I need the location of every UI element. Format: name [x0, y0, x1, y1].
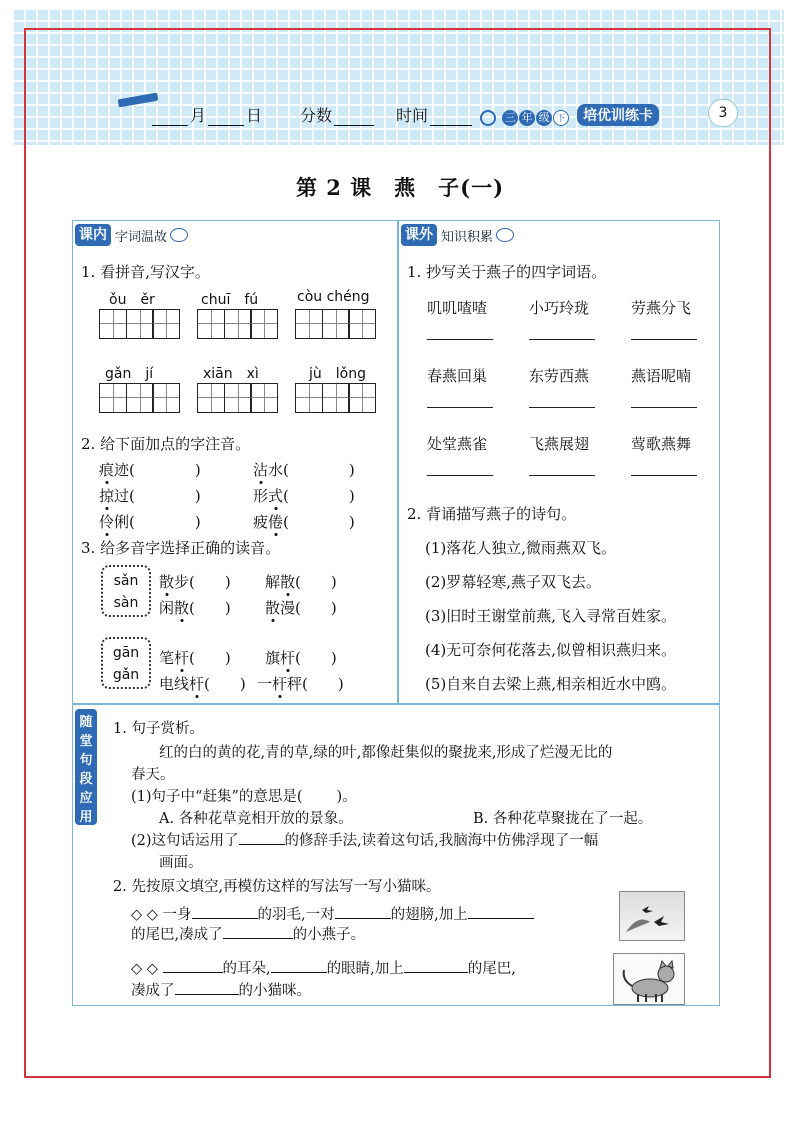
annotate-item[interactable]: 痕迹( ) — [99, 461, 201, 479]
word-cell: 莺歌燕舞 — [631, 435, 692, 453]
poem-line: (1)落花人独立,微雨燕双飞。 — [425, 539, 617, 557]
day-blank[interactable] — [208, 108, 244, 126]
answer-blank[interactable] — [303, 785, 337, 801]
word-cell: 东劳西燕 — [529, 367, 590, 385]
time-label: 时间 — [396, 106, 429, 125]
word-cell: 春燕回巢 — [427, 367, 488, 385]
write-box[interactable] — [99, 383, 127, 413]
answer-blank[interactable] — [271, 957, 327, 973]
bottom-q1: 1. 句子赏析。 — [113, 721, 204, 737]
day-label: 日 — [246, 106, 263, 125]
answer-blank[interactable] — [468, 903, 534, 919]
swallow-image — [619, 891, 685, 941]
fill-sentence-2: ◇ ◇ 的耳朵, 的眼睛,加上 的尾巴, — [131, 957, 516, 978]
annotate-item[interactable]: 疲倦( ) — [253, 513, 355, 531]
write-box[interactable] — [250, 383, 278, 413]
pinyin-group: jù lǒng — [295, 363, 375, 413]
grade-badge: 三 年 级 下 — [502, 110, 569, 126]
sub-question-2-end: 画面。 — [159, 855, 203, 871]
poem-line: (5)自来自去梁上燕,相亲相近水中鸥。 — [425, 675, 677, 693]
sub-question-2: (2)这句话运用了 的修辞手法,读着这句话,我脑海中仿佛浮现了一幅 — [131, 829, 598, 850]
header-info-line — [118, 102, 718, 126]
bottom-q2: 2. 先按原文填空,再模仿这样的写法写一写小猫咪。 — [113, 879, 441, 895]
option-b[interactable]: B. 各种花草聚拢在了一起。 — [473, 811, 653, 827]
write-box[interactable] — [295, 383, 323, 413]
pinyin-group: ǒu ěr — [99, 289, 179, 339]
annotate-item[interactable]: 沾水( ) — [253, 461, 355, 479]
write-box[interactable] — [348, 309, 376, 339]
word-cell: 飞燕展翅 — [529, 435, 590, 453]
polyphone-item[interactable]: 解散( ) — [265, 573, 337, 591]
annotate-item[interactable]: 形式( ) — [253, 487, 355, 505]
left-panel — [72, 220, 398, 704]
annotate-item[interactable]: 掠过( ) — [99, 487, 201, 505]
write-box[interactable] — [152, 309, 180, 339]
answer-blank[interactable] — [223, 923, 293, 939]
sub-question-1: (1)句子中“赶集”的意思是( )。 — [131, 785, 357, 806]
annotate-item[interactable]: 伶俐( ) — [99, 513, 201, 531]
right-panel — [398, 220, 720, 704]
reading-options-2: gān gǎn — [101, 637, 151, 689]
copy-line[interactable] — [631, 475, 697, 476]
polyphone-item[interactable]: 一杆秤( ) — [257, 675, 344, 693]
time-blank[interactable] — [430, 108, 472, 126]
write-box[interactable] — [197, 383, 225, 413]
pinyin-group: xiān xì — [197, 363, 277, 413]
answer-blank[interactable] — [175, 979, 239, 995]
copy-line[interactable] — [427, 339, 493, 340]
right-panel-tag: 课外 知识积累 — [401, 223, 514, 247]
answer-blank[interactable] — [239, 829, 285, 845]
left-q1: 1. 看拼音,写汉字。 — [81, 263, 210, 281]
pinyin-group: gǎn jí — [99, 363, 179, 413]
word-cell: 燕语呢喃 — [631, 367, 692, 385]
left-q2: 2. 给下面加点的字注音。 — [81, 435, 251, 453]
polyphone-item[interactable]: 散漫( ) — [265, 599, 337, 617]
fill-sentence-1: ◇ ◇ 一身 的羽毛,一对 的翅膀,加上 — [131, 903, 534, 924]
write-box[interactable] — [224, 309, 252, 339]
polyphone-item[interactable]: 旗杆( ) — [265, 649, 337, 667]
write-box[interactable] — [250, 309, 278, 339]
clock-icon — [480, 110, 496, 126]
polyphone-item[interactable]: 散步( ) — [159, 573, 231, 591]
left-panel-tag: 课内 字词温故 — [75, 223, 188, 247]
bubble-icon — [496, 228, 514, 242]
poem-line: (2)罗幕轻寒,燕子双飞去。 — [425, 573, 602, 591]
cat-image — [613, 953, 685, 1005]
answer-blank[interactable] — [163, 957, 223, 973]
write-box[interactable] — [322, 309, 350, 339]
poem-line: (4)无可奈何花落去,似曾相识燕归来。 — [425, 641, 677, 659]
copy-line[interactable] — [631, 407, 697, 408]
passage-line: 春天。 — [131, 767, 175, 783]
copy-line[interactable] — [631, 339, 697, 340]
answer-blank[interactable] — [335, 903, 391, 919]
copy-line[interactable] — [529, 339, 595, 340]
write-box[interactable] — [126, 383, 154, 413]
poem-line: (3)旧时王谢堂前燕,飞入寻常百姓家。 — [425, 607, 677, 625]
word-cell: 劳燕分飞 — [631, 299, 692, 317]
pinyin-group: còu chéng — [295, 289, 375, 339]
bottom-panel-tag: 随 堂 句 段 应 用 — [75, 709, 97, 825]
bottom-panel — [72, 704, 720, 1006]
write-box[interactable] — [348, 383, 376, 413]
bubble-icon — [170, 228, 188, 242]
word-cell: 处堂燕雀 — [427, 435, 488, 453]
right-q1: 1. 抄写关于燕子的四字词语。 — [407, 263, 607, 281]
word-cell: 叽叽喳喳 — [427, 299, 488, 317]
card-title: 培优训练卡 — [577, 104, 659, 126]
page-number: 3 — [708, 99, 738, 127]
left-q3: 3. 给多音字选择正确的读音。 — [81, 539, 281, 557]
polyphone-item[interactable]: 笔杆( ) — [159, 649, 231, 667]
reading-options-1: sǎn sàn — [101, 565, 151, 617]
score-label: 分数 — [300, 106, 333, 125]
passage-line: 红的白的黄的花,青的草,绿的叶,都像赶集似的聚拢来,形成了烂漫无比的 — [159, 745, 613, 761]
fill-sentence-2-end: 凑成了 的小猫咪。 — [131, 979, 311, 1000]
write-box[interactable] — [152, 383, 180, 413]
right-q2: 2. 背诵描写燕子的诗句。 — [407, 505, 577, 523]
lesson-title: 第 2 课 燕 子(一) — [295, 175, 505, 200]
word-cell: 小巧玲珑 — [529, 299, 590, 317]
write-box[interactable] — [224, 383, 252, 413]
pinyin-group: chuī fú — [197, 289, 277, 339]
option-a[interactable]: A. 各种花草竞相开放的景象。 — [159, 811, 353, 827]
answer-blank[interactable] — [192, 903, 258, 919]
fill-sentence-1-end: 的尾巴,凑成了 的小燕子。 — [131, 923, 365, 944]
answer-blank[interactable] — [404, 957, 468, 973]
copy-line[interactable] — [529, 475, 595, 476]
month-blank[interactable] — [152, 108, 188, 126]
write-box[interactable] — [99, 309, 127, 339]
copy-line[interactable] — [529, 407, 595, 408]
copy-line[interactable] — [427, 407, 493, 408]
write-box[interactable] — [322, 383, 350, 413]
copy-line[interactable] — [427, 475, 493, 476]
write-box[interactable] — [295, 309, 323, 339]
write-box[interactable] — [126, 309, 154, 339]
polyphone-item[interactable]: 电线杆( ) — [159, 675, 246, 693]
score-blank[interactable] — [334, 108, 374, 126]
write-box[interactable] — [197, 309, 225, 339]
month-label: 月 — [190, 106, 207, 125]
polyphone-item[interactable]: 闲散( ) — [159, 599, 231, 617]
